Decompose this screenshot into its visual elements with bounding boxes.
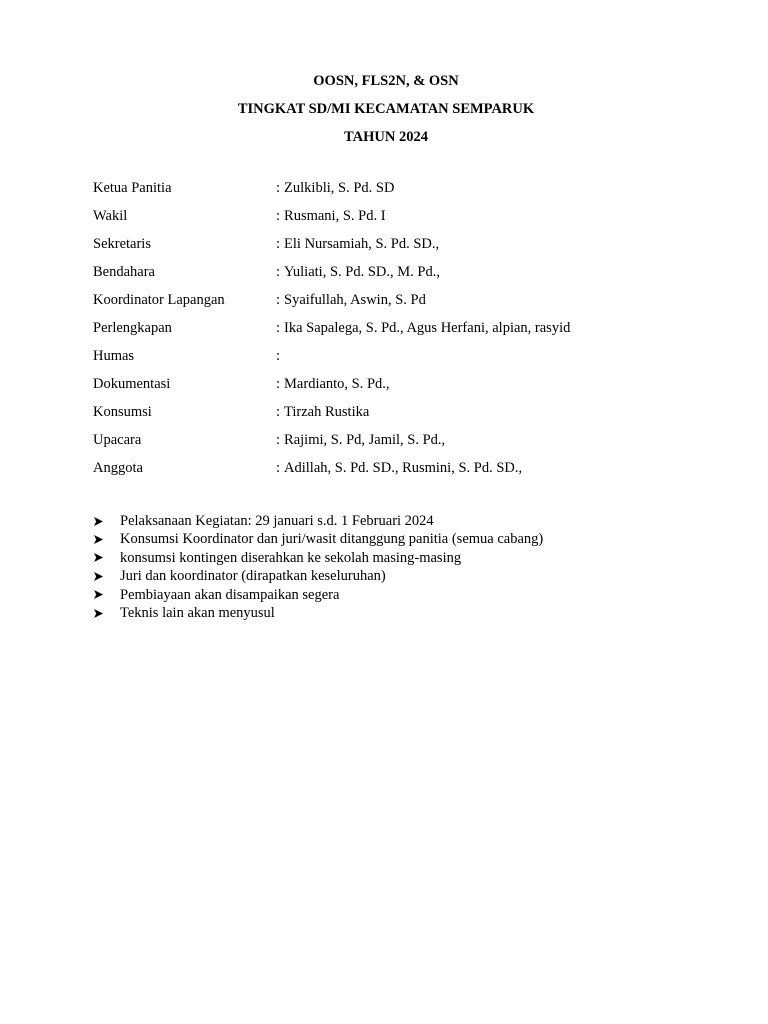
committee-row [93,426,713,454]
committee-names: Mardianto, S. Pd., [284,376,390,392]
arrowhead-bullet-icon [93,512,120,530]
committee-row [93,174,713,202]
committee-role: Wakil [93,208,128,224]
committee-separator: : [276,208,281,224]
committee-row [93,398,713,426]
committee-role: Ketua Panitia [93,180,172,196]
committee-row [93,454,713,482]
committee-separator: : [276,404,281,420]
committee-list [93,174,713,482]
committee-names: Zulkibli, S. Pd. SD [284,180,395,196]
committee-separator: : [276,376,281,392]
committee-names: Syaifullah, Aswin, S. Pd [284,292,426,308]
header-title-line-2: TINGKAT SD/MI KECAMATAN SEMPARUK [237,101,535,117]
committee-row [93,314,713,342]
note-text: Juri dan koordinator (dirapatkan keseluruhan) [120,568,386,585]
note-text: Konsumsi Koordinator dan juri/wasit ditanggung panitia (semua cabang) [120,531,544,548]
note-text: Pelaksanaan Kegiatan: 29 januari s.d. 1 Februari 2024 [120,513,434,529]
arrowhead-bullet-icon [93,549,120,567]
committee-separator: : [276,460,281,476]
committee-names: Yuliati, S. Pd. SD., M. Pd., [284,264,440,280]
arrowhead-bullet-icon [93,530,120,548]
committee-role: Perlengkapan [93,320,172,336]
committee-separator: : [276,236,281,252]
note-text: Teknis lain akan menyusul [120,604,275,621]
committee-role: Humas [93,348,135,364]
committee-names: Eli Nursamiah, S. Pd. SD., [284,236,440,252]
committee-role: Upacara [93,432,142,448]
committee-separator: : [276,348,281,364]
committee-separator: : [276,264,281,280]
note-item [93,549,713,567]
note-item [93,567,713,585]
note-text: konsumsi kontingen diserahkan ke sekolah masing-masing [120,549,462,566]
committee-separator: : [276,180,281,196]
arrowhead-bullet-icon [93,586,120,604]
committee-row [93,258,713,286]
note-text: Pembiayaan akan disampaikan segera [120,586,340,603]
notes-list [93,512,713,622]
header-title-line-1: OOSN, FLS2N, & OSN [313,73,459,89]
note-item [93,604,713,622]
committee-names: Tirzah Rustika [284,404,370,420]
committee-row [93,230,713,258]
committee-role: Dokumentasi [93,376,171,392]
committee-names: Rajimi, S. Pd, Jamil, S. Pd., [284,432,446,448]
header-title-line-3: TAHUN 2024 [344,129,428,145]
committee-names: Adillah, S. Pd. SD., Rusmini, S. Pd. SD., [284,460,523,476]
note-item [93,530,713,548]
committee-role: Bendahara [93,264,155,280]
committee-names [284,342,713,370]
committee-row [93,370,713,398]
committee-names: Ika Sapalega, S. Pd., Agus Herfani, alpian, rasyid [284,320,571,336]
committee-role: Koordinator Lapangan [93,292,225,308]
committee-separator: : [276,320,281,336]
committee-separator: : [276,292,281,308]
committee-row [93,286,713,314]
committee-role: Sekretaris [93,236,151,252]
committee-row [93,202,713,230]
note-item [93,586,713,604]
committee-role: Anggota [93,460,143,476]
arrowhead-bullet-icon [93,604,120,622]
committee-separator: : [276,432,281,448]
committee-names: Rusmani, S. Pd. I [284,208,386,224]
committee-role: Konsumsi [93,404,152,420]
arrowhead-bullet-icon [93,567,120,585]
document-header [0,67,768,151]
note-item [93,512,713,530]
committee-row [93,342,713,370]
